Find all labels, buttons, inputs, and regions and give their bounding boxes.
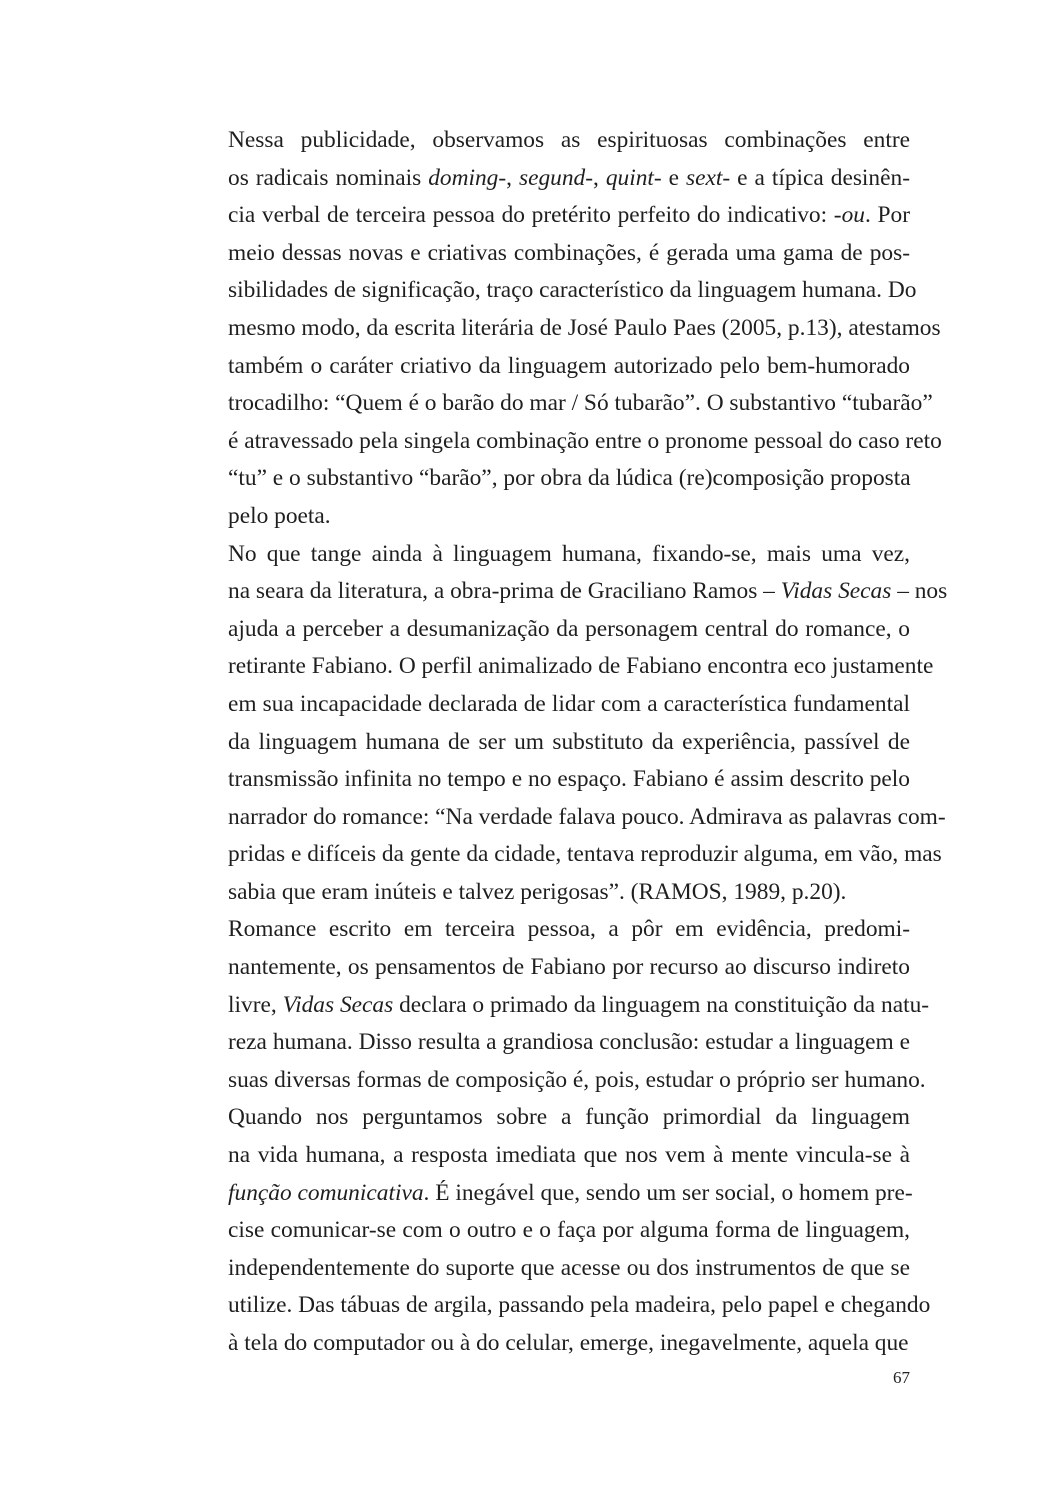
text-run: na vida humana, a resposta imediata que nos vem à mente vincula-se à	[228, 1142, 910, 1169]
text-line	[162, 385, 933, 423]
italic-text: sext-	[686, 164, 731, 191]
text-line	[162, 648, 934, 686]
text-run: os radicais nominais	[228, 164, 429, 191]
italic-text: segund-	[518, 164, 594, 191]
text-run: livre,	[228, 991, 283, 1018]
text-run: – nos	[891, 578, 948, 605]
text-run: nantemente, os pensamentos de Fabiano por recurso ao discurso indireto	[228, 954, 910, 981]
text-run: ,	[593, 164, 606, 191]
italic-text: doming-	[428, 164, 507, 191]
text-line	[162, 272, 917, 310]
paragraph-4	[162, 1099, 931, 1362]
text-run: suas diversas formas de composição é, pois, estudar o próprio ser humano.	[228, 1066, 926, 1093]
text-run: cise comunicar-se com o outro e o faça por alguma forma de linguagem,	[228, 1217, 910, 1244]
text-run: independentemente do suporte que acesse ou dos instrumentos de que se	[228, 1254, 910, 1281]
text-line	[162, 1062, 926, 1100]
text-line	[162, 724, 910, 762]
text-run: sabia que eram inúteis e talvez perigosas”. (RAMOS, 1989, p.20).	[228, 878, 847, 905]
text-run: trocadilho: “Quem é o barão do mar / Só tubarão”. O substantivo “tubarão”	[228, 390, 933, 417]
text-run: reza humana. Disso resulta a grandiosa conclusão: estudar a linguagem e	[228, 1029, 910, 1056]
text-run: Nessa publicidade, observamos as espirituosas combinações entre	[228, 127, 910, 153]
text-line	[162, 949, 910, 987]
text-line	[162, 1325, 910, 1363]
paragraph-1	[162, 122, 942, 536]
text-line	[162, 122, 910, 160]
text-line	[162, 1137, 910, 1175]
text-run: declara o primado da linguagem na constituição da natu-	[393, 991, 930, 1018]
text-run: retirante Fabiano. O perfil animalizado de Fabiano encontra eco justamente	[228, 653, 934, 680]
text-run: narrador do romance: “Na verdade falava pouco. Admirava as palavras com-	[228, 803, 946, 830]
text-run: . Por	[864, 202, 910, 229]
text-run: mesmo modo, da escrita literária de José Paulo Paes (2005, p.13), atestamos	[228, 314, 941, 341]
paragraph-3	[162, 911, 930, 1099]
text-line	[162, 911, 910, 949]
italic-text: Vidas Secas	[282, 991, 394, 1018]
text-run: cia verbal de terceira pessoa do pretérito perfeito do indicativo:	[228, 202, 834, 229]
text-line	[162, 987, 930, 1025]
text-run: No que tange ainda à linguagem humana, fixando-se, mais uma vez,	[228, 540, 910, 567]
text-run: meio dessas novas e criativas combinações, é gerada uma gama de pos-	[228, 239, 910, 266]
text-line	[162, 1287, 931, 1325]
italic-text: -ou	[833, 202, 865, 229]
italic-text: Vidas Secas	[780, 578, 892, 605]
text-line	[162, 611, 910, 649]
body-text	[162, 122, 948, 1363]
text-run: e a típica desinên-	[730, 164, 910, 191]
text-run: da linguagem humana de ser um substituto da experiência, passível de	[228, 728, 910, 755]
text-line	[162, 310, 941, 348]
text-line	[162, 536, 910, 574]
paragraph-2	[162, 536, 948, 912]
page-number: 67	[893, 1368, 910, 1387]
text-line	[162, 799, 946, 837]
text-line	[162, 1024, 910, 1062]
text-run: pridas e difíceis da gente da cidade, tentava reproduzir alguma, em vão, mas	[228, 841, 942, 868]
text-run: em sua incapacidade declarada de lidar com a característica fundamental	[228, 690, 910, 717]
text-run: utilize. Das tábuas de argila, passando pela madeira, pelo papel e chegando	[228, 1292, 931, 1319]
text-line	[162, 160, 910, 198]
text-line	[162, 348, 910, 386]
italic-text: função comunicativa	[228, 1179, 424, 1206]
text-run: é atravessado pela singela combinação entre o pronome pessoal do caso reto	[228, 427, 942, 454]
text-run: e	[661, 164, 687, 191]
text-run: Quando nos perguntamos sobre a função primordial da linguagem	[228, 1104, 910, 1131]
text-line	[162, 460, 910, 498]
text-run: transmissão infinita no tempo e no espaço. Fabiano é assim descrito pelo	[228, 766, 910, 793]
text-run: . É inegável que, sendo um ser social, o homem pre-	[423, 1179, 913, 1206]
text-line	[162, 498, 910, 536]
text-line	[162, 1175, 913, 1213]
text-line	[162, 874, 910, 912]
text-run: ,	[506, 164, 519, 191]
text-run: na seara da literatura, a obra-prima de Graciliano Ramos –	[228, 578, 781, 605]
text-run: à tela do computador ou à do celular, emerge, inegavelmente, aquela que	[228, 1330, 909, 1356]
text-run: Romance escrito em terceira pessoa, a pôr em evidência, predomi-	[228, 916, 910, 943]
text-line	[162, 1099, 910, 1137]
text-run: pelo poeta.	[228, 502, 331, 529]
text-line	[162, 1212, 910, 1250]
italic-text: quint-	[605, 164, 662, 191]
text-line	[162, 686, 910, 724]
text-line	[162, 197, 910, 235]
text-line	[162, 235, 910, 273]
text-run: ajuda a perceber a desumanização da personagem central do romance, o	[228, 615, 910, 642]
text-run: também o caráter criativo da linguagem autorizado pelo bem-humorado	[228, 352, 910, 379]
text-run: “tu” e o substantivo “barão”, por obra da lúdica (re)composição proposta	[228, 465, 911, 492]
text-line	[162, 761, 910, 799]
text-run: sibilidades de significação, traço característico da linguagem humana. Do	[228, 277, 917, 304]
text-line	[162, 573, 948, 611]
text-line	[162, 1250, 910, 1288]
text-line	[162, 836, 942, 874]
text-line	[162, 423, 942, 461]
